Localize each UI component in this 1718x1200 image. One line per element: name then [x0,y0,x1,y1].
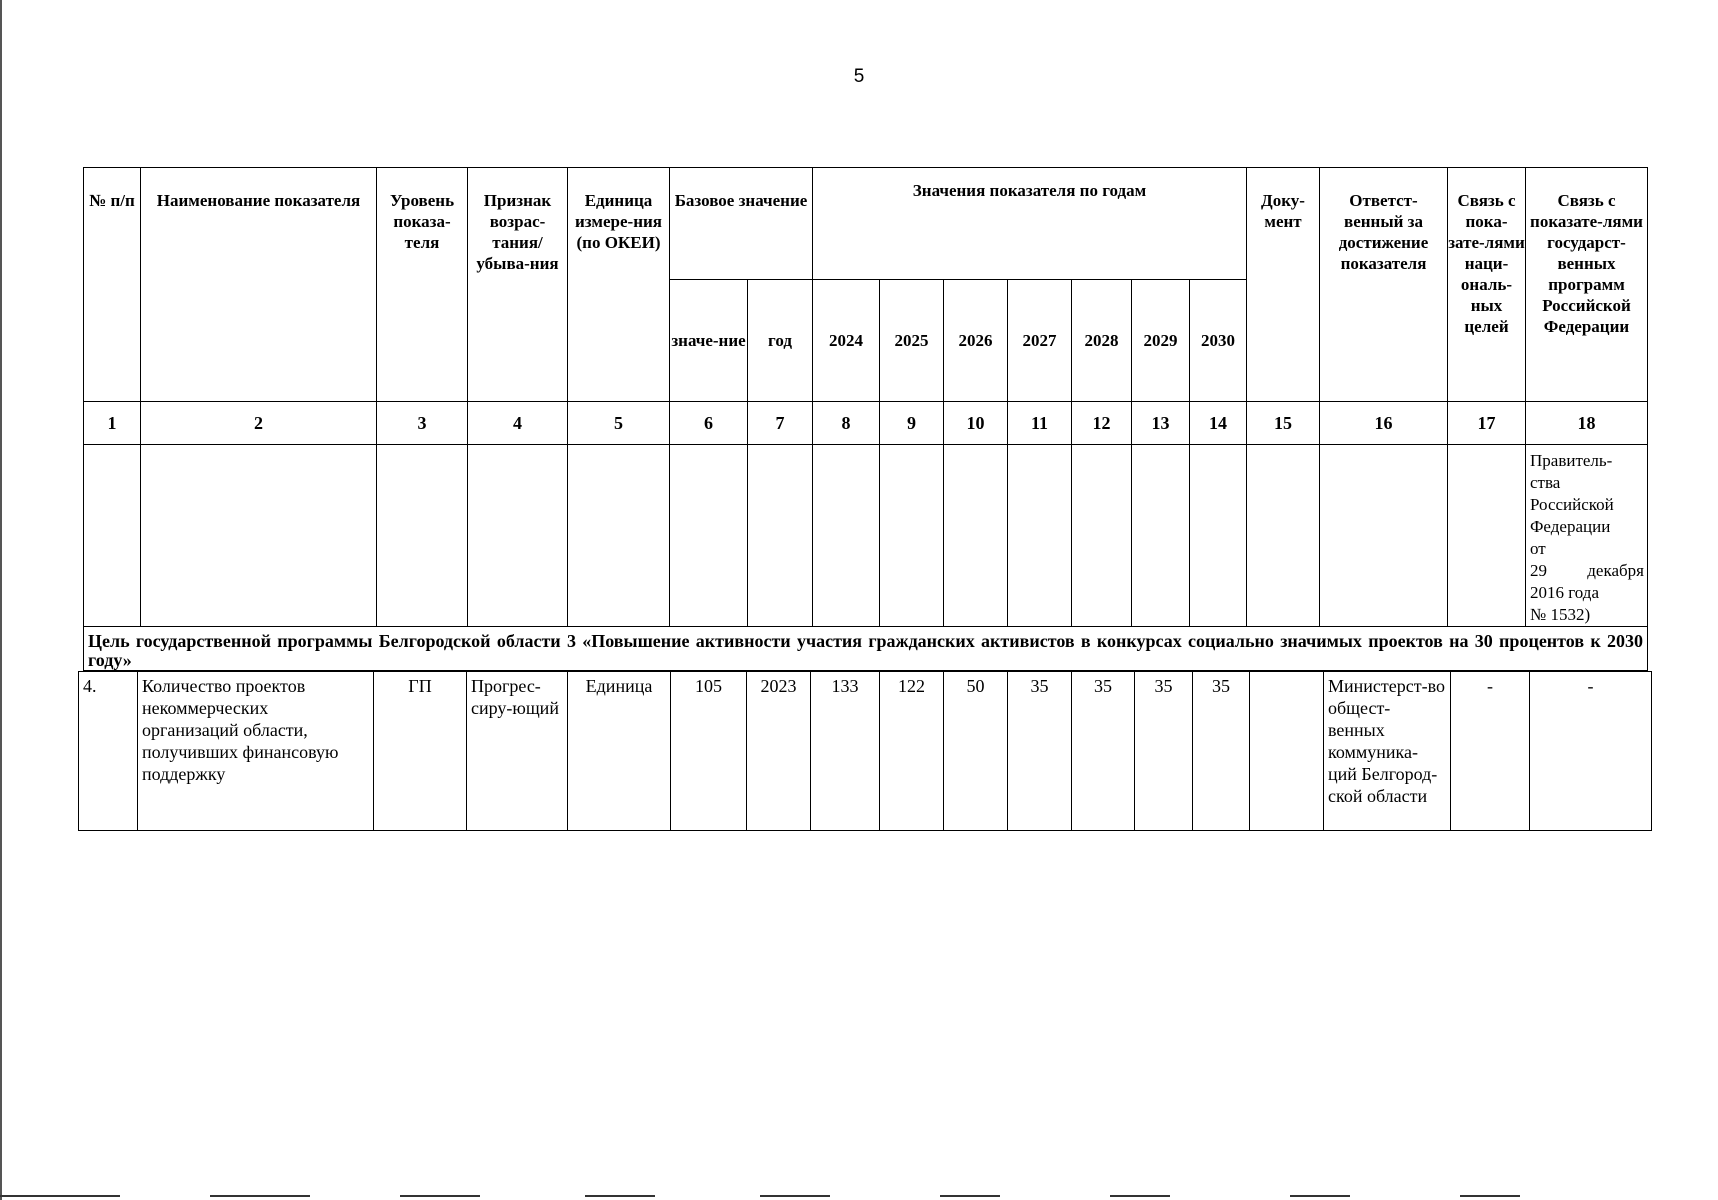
header-base: Базовое значение [670,168,813,280]
row-value-2028: 35 [1072,672,1135,831]
column-number: 4 [468,402,568,445]
column-number: 5 [568,402,670,445]
footer-rule [1110,1195,1170,1197]
row-national-link: - [1451,672,1530,831]
row-value-2026: 50 [944,672,1008,831]
header-base-year: год [748,280,813,402]
header-year-2030: 2030 [1190,280,1247,402]
column-number: 1 [84,402,141,445]
page-left-edge [0,0,2,1200]
federal-link-continuation [1526,445,1648,627]
header-trend: Признак возрас-тания/ убыва-ния [468,168,568,402]
footer-rule [940,1195,1000,1197]
header-unit: Единица измере-ния (по ОКЕИ) [568,168,670,402]
header-year-2026: 2026 [944,280,1008,402]
header-federal-link: Связь с показате-лями государст-венных программ Российской Федерации [1526,168,1648,402]
row-federal-link: - [1530,672,1652,831]
page-number: 5 [853,66,865,87]
column-number: 12 [1072,402,1132,445]
row-level: ГП [374,672,467,831]
indicators-table-body [78,671,1652,831]
column-number: 18 [1526,402,1648,445]
continuation-line: 2016 года [1530,583,1600,602]
goal-row: Цель государственной программы Белгородской области 3 «Повышение активности участия гражданских активистов в конкурсах социально значимых проектов на 30 процентов к 2030 году» [84,627,1648,671]
header-year-2025: 2025 [880,280,944,402]
footer-rule [1460,1195,1520,1197]
header-years: Значения показателя по годам [813,168,1247,280]
column-number: 7 [748,402,813,445]
header-base-value: значе-ние [670,280,748,402]
column-number: 8 [813,402,880,445]
column-number: 15 [1247,402,1320,445]
header-national-link: Связь с пока-зате-лями наци-ональ-ных целей [1448,168,1526,402]
header-year-2029: 2029 [1132,280,1190,402]
footer-rule [400,1195,480,1197]
row-value-2029: 35 [1135,672,1193,831]
header-year-2024: 2024 [813,280,880,402]
continuation-line: от [1530,539,1546,558]
column-number: 10 [944,402,1008,445]
footer-rule [585,1195,655,1197]
column-number: 17 [1448,402,1526,445]
continuation-line: № 1532) [1530,605,1591,624]
row-value-2027: 35 [1008,672,1072,831]
indicators-table-header [83,167,1648,671]
column-number: 9 [880,402,944,445]
header-responsible: Ответст-венный за достижение показателя [1320,168,1448,402]
footer-rule [210,1195,310,1197]
header-year-2028: 2028 [1072,280,1132,402]
continuation-date: 29 декабря [1530,561,1644,580]
header-name: Наименование показателя [141,168,377,402]
column-number: 6 [670,402,748,445]
row-base-year: 2023 [747,672,811,831]
continuation-line: Федерации [1530,517,1611,536]
column-number: 13 [1132,402,1190,445]
table-row [79,672,1652,831]
row-value-2025: 122 [880,672,944,831]
footer-rule [760,1195,830,1197]
row-responsible: Министерст-во общест-венных коммуника-ций Белгород-ской области [1324,672,1451,831]
column-number: 14 [1190,402,1247,445]
footer-rule [0,1195,120,1197]
row-unit: Единица [568,672,671,831]
continuation-line: Российской [1530,495,1614,514]
row-base-value: 105 [671,672,747,831]
footer-rule [1290,1195,1350,1197]
column-number: 11 [1008,402,1072,445]
row-indicator-name: Количество проектов некоммерческих организаций области, получивших финансовую поддержку [138,672,374,831]
continuation-line: ства [1530,473,1561,492]
column-number: 16 [1320,402,1448,445]
continuation-row [84,445,1648,627]
row-value-2030: 35 [1193,672,1250,831]
column-numbers-row [84,402,1648,445]
header-level: Уровень показа-теля [377,168,468,402]
header-document: Доку-мент [1247,168,1320,402]
column-number: 2 [141,402,377,445]
continuation-line: Правитель- [1530,451,1613,470]
row-num: 4. [79,672,138,831]
row-document [1250,672,1324,831]
row-value-2024: 133 [811,672,880,831]
header-num: № п/п [84,168,141,402]
column-number: 3 [377,402,468,445]
header-year-2027: 2027 [1008,280,1072,402]
row-trend: Прогрес-сиру-ющий [467,672,568,831]
